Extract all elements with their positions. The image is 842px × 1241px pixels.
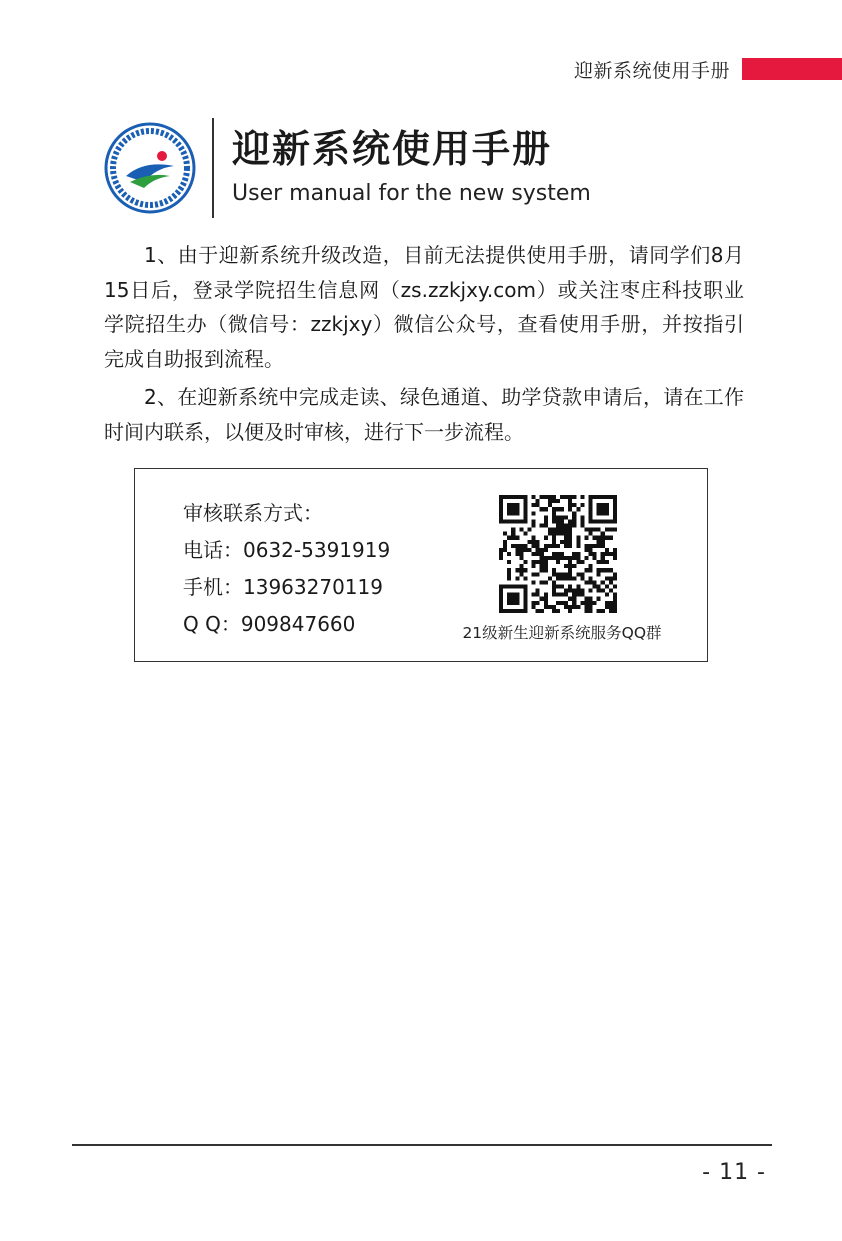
contact-box [134, 468, 708, 662]
running-header [574, 56, 842, 82]
qr-code-icon [499, 495, 617, 613]
title-block [104, 118, 591, 218]
page-subtitle: User manual for the new system [232, 181, 591, 206]
paragraph-1: 1、由于迎新系统升级改造，目前无法提供使用手册，请同学们8月15日后，登录学院招生信息网（zs.zzkjxy.com）或关注枣庄科技职业学院招生办（微信号：zzkjxy）微信公众号，查看使用手册，并按指引完成自助报到流程。 [104, 243, 744, 371]
contact-mobile: 手机：13963270119 [183, 575, 383, 599]
contact-heading: 审核联系方式： [183, 501, 323, 525]
paragraph-2: 2、在迎新系统中完成走读、绿色通道、助学贷款申请后，请在工作时间内联系，以便及时审核，进行下一步流程。 [104, 385, 744, 444]
page-number: - 11 - [702, 1160, 766, 1185]
contact-qq: Q Q：909847660 [183, 612, 356, 636]
qr-caption: 21级新生迎新系统服务QQ群 [462, 624, 662, 642]
title-divider [212, 118, 214, 218]
contact-phone: 电话：0632-5391919 [183, 538, 391, 562]
college-seal-icon [104, 122, 196, 214]
footer-rule [72, 1144, 772, 1146]
page-title: 迎新系统使用手册 [232, 127, 553, 171]
running-header-title: 迎新系统使用手册 [573, 59, 730, 82]
running-header-accent-bar [742, 58, 842, 80]
